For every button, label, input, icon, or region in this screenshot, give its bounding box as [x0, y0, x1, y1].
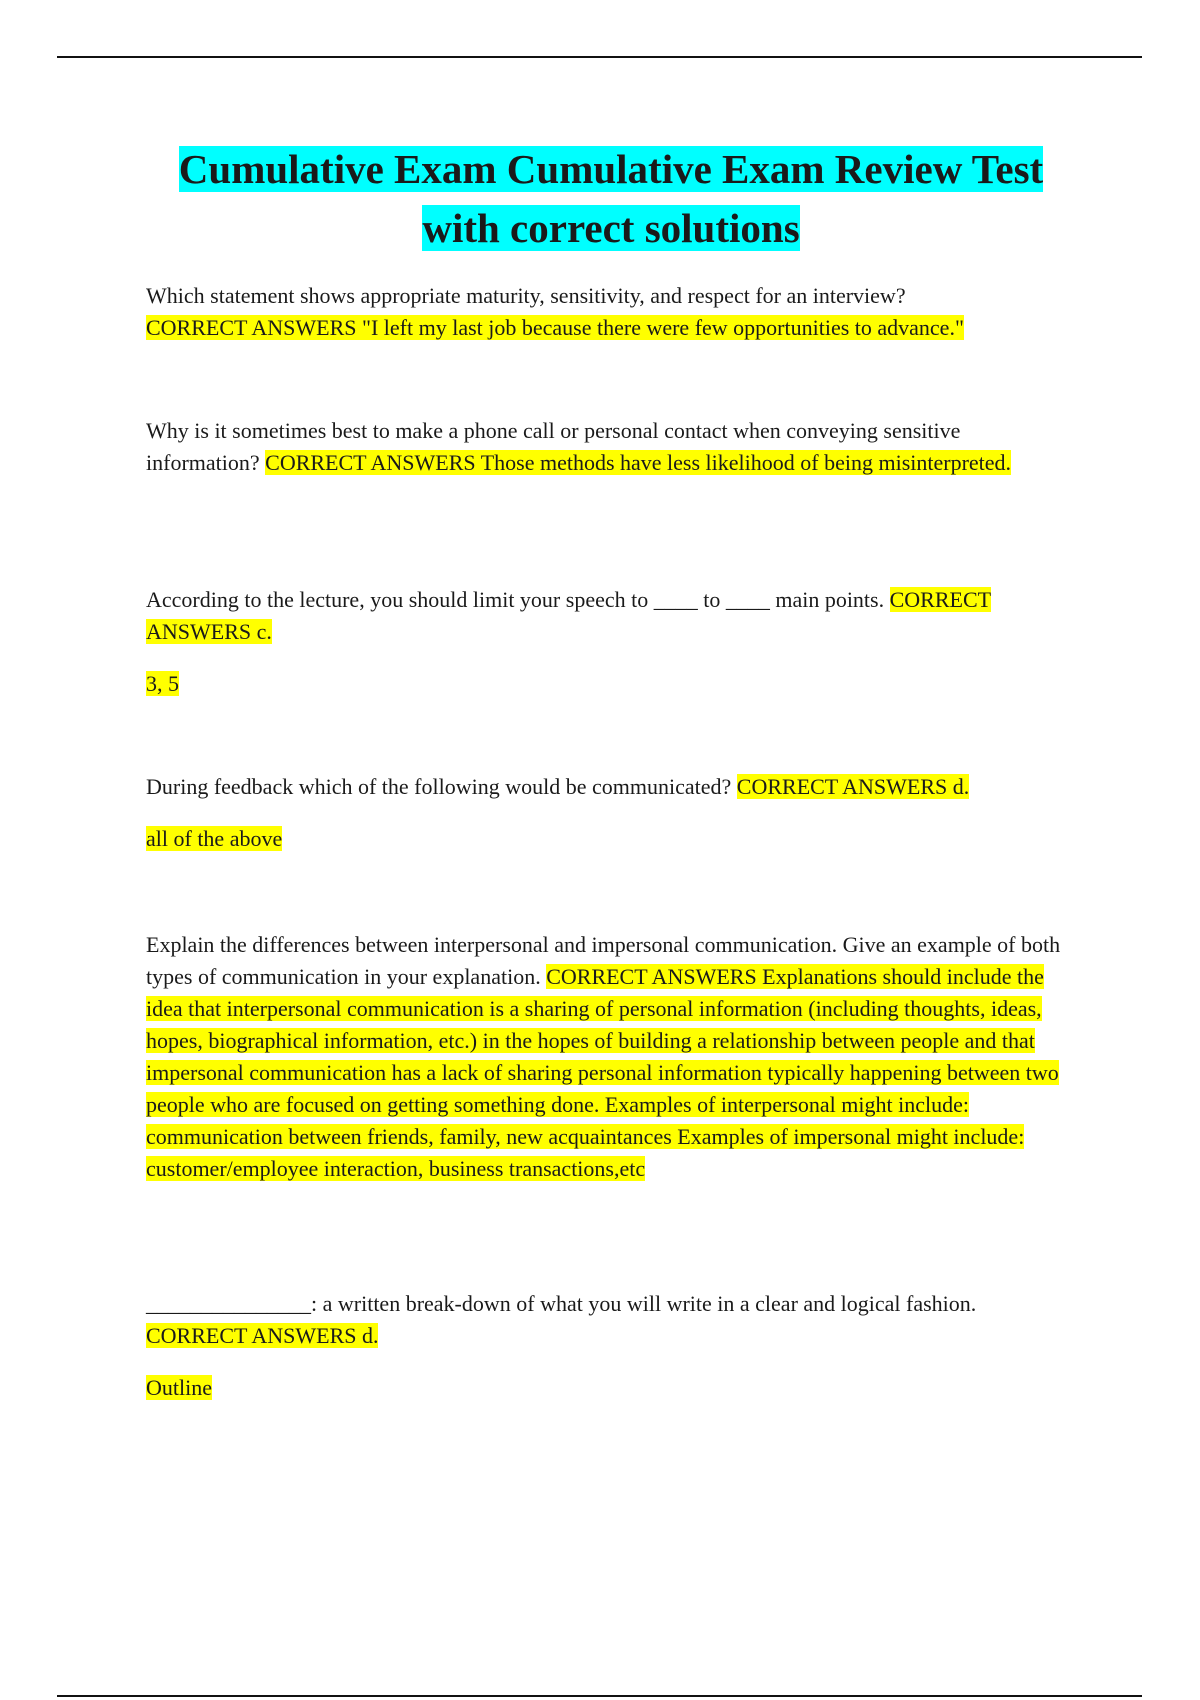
- answer-text: CORRECT ANSWERS d.: [736, 774, 970, 799]
- title-line-2: with correct solutions: [422, 205, 800, 251]
- title-line-1: Cumulative Exam Cumulative Exam Review Test: [178, 146, 1044, 192]
- bottom-rule: [57, 1695, 1142, 1697]
- answer-text: CORRECT ANSWERS d.: [146, 1323, 379, 1348]
- question-text: According to the lecture, you should limit your speech to ____ to ____ main points.: [146, 587, 885, 612]
- answer-text: CORRECT ANSWERS Explanations should include the idea that interpersonal communication is a sharing of personal information (including thoughts, ideas, hopes, biographical information, etc.) in the hopes of building a relationship between people and that impersonal communication has a lack of sharing personal information typically happening between two people who are focused on getting something done. Examples of interpersonal might include: communication between friends, family, new acquaintances Examples of impersonal might include: customer/employee interaction, business transactions,etc: [146, 964, 1059, 1181]
- qa-item-6: [146, 1288, 1076, 1404]
- answer-text: CORRECT ANSWERS "I left my last job because there were few opportunities to advance.": [146, 315, 964, 340]
- question-text: During feedback which of the following would be communicated?: [146, 774, 732, 799]
- qa-item-3: [146, 584, 1076, 700]
- question-text: Which statement shows appropriate maturity, sensitivity, and respect for an interview?: [146, 283, 906, 308]
- answer-text: CORRECT ANSWERS c.: [146, 587, 992, 644]
- top-rule: [57, 56, 1142, 58]
- answer-detail: all of the above: [146, 826, 283, 851]
- qa-item-1: [146, 280, 1076, 344]
- document-title: [146, 140, 1076, 258]
- answer-detail: 3, 5: [146, 671, 179, 696]
- document-body: [146, 140, 1076, 1400]
- question-text: Why is it sometimes best to make a phone call or personal contact when conveying sensitive information?: [146, 418, 961, 475]
- qa-item-4: [146, 771, 1076, 855]
- question-text: _______________: a written break-down of what you will write in a clear and logical fashion.: [146, 1291, 977, 1316]
- answer-text: CORRECT ANSWERS Those methods have less likelihood of being misinterpreted.: [265, 450, 1012, 475]
- qa-item-2: [146, 415, 1076, 479]
- answer-detail: Outline: [146, 1375, 212, 1400]
- qa-item-5: [146, 929, 1076, 1185]
- question-text: Explain the differences between interpersonal and impersonal communication. Give an example of both types of communication in your explanation.: [146, 932, 1061, 989]
